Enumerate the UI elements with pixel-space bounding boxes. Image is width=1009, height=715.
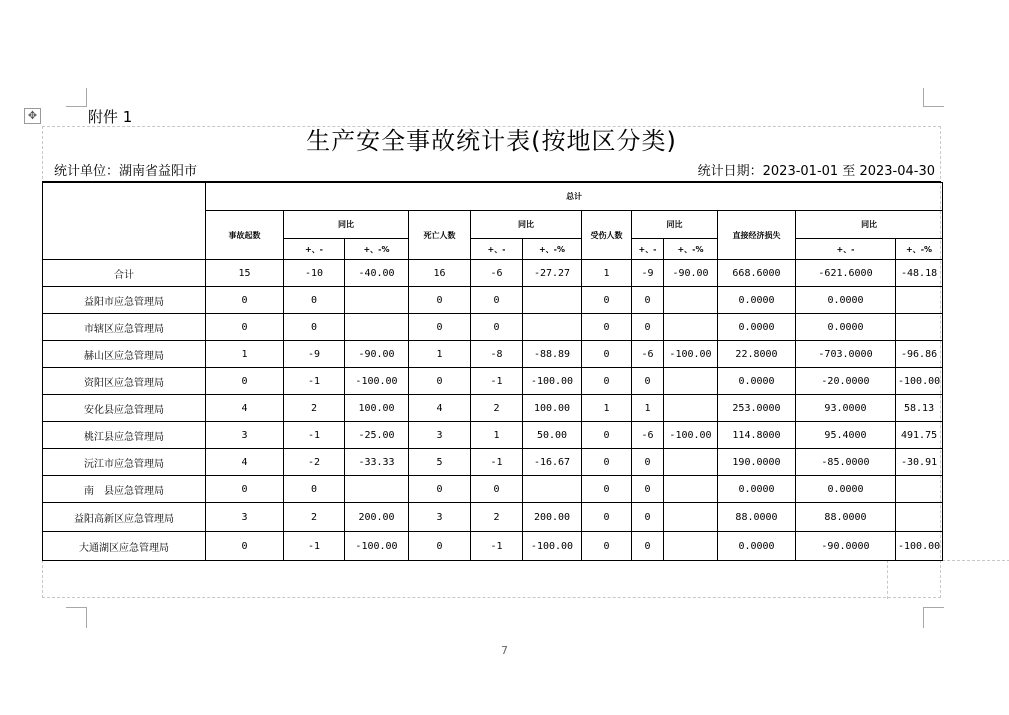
injured-pct-cell [664,449,718,476]
accidents-pct-cell: -40.00 [345,260,409,287]
injured-cell: 0 [582,503,632,532]
attachment-label: 附件 1 [88,108,133,126]
injured-diff-cell: 0 [632,532,664,561]
region-name-cell: 赫山区应急管理局 [43,341,206,368]
region-name-cell: 沅江市应急管理局 [43,449,206,476]
injured-cell: 0 [582,368,632,395]
header-corner-cell [43,183,206,260]
deaths-cell: 1 [409,341,471,368]
region-name-cell: 资阳区应急管理局 [43,368,206,395]
accidents-pct-cell [345,476,409,503]
loss-cell: 0.0000 [718,314,796,341]
header-yoy-deaths: 同比 [471,211,582,239]
injured-diff-cell: 1 [632,395,664,422]
deaths-cell: 0 [409,476,471,503]
loss-diff-cell: -621.6000 [796,260,896,287]
header-diff: +、- [471,239,523,260]
accidents-diff-cell: -10 [284,260,345,287]
accidents-cell: 3 [206,422,284,449]
loss-pct-cell [896,503,943,532]
table-move-handle-icon[interactable]: ✥ [24,108,41,124]
deaths-pct-cell [523,287,582,314]
loss-pct-cell [896,287,943,314]
accidents-pct-cell: -90.00 [345,341,409,368]
injured-cell: 0 [582,476,632,503]
accidents-diff-cell: 0 [284,314,345,341]
accidents-diff-cell: -9 [284,341,345,368]
deaths-pct-cell [523,314,582,341]
deaths-cell: 5 [409,449,471,476]
loss-diff-cell: -703.0000 [796,341,896,368]
deaths-diff-cell: 0 [471,287,523,314]
deaths-pct-cell: 100.00 [523,395,582,422]
injured-cell: 1 [582,260,632,287]
header-injured: 受伤人数 [582,211,632,260]
loss-pct-cell: -100.00 [896,368,943,395]
region-name-cell: 市辖区应急管理局 [43,314,206,341]
header-yoy-loss: 同比 [796,211,943,239]
header-pct: +、-% [345,239,409,260]
accidents-diff-cell: 2 [284,503,345,532]
accidents-cell: 4 [206,449,284,476]
accidents-diff-cell: 0 [284,476,345,503]
injured-diff-cell: -9 [632,260,664,287]
injured-cell: 0 [582,341,632,368]
accidents-cell: 15 [206,260,284,287]
accidents-pct-cell [345,287,409,314]
header-total: 总计 [206,183,943,211]
table-row [43,422,943,449]
header-pct: +、-% [523,239,582,260]
deaths-diff-cell: -1 [471,368,523,395]
injured-pct-cell [664,503,718,532]
accidents-pct-cell: -33.33 [345,449,409,476]
accidents-pct-cell: -100.00 [345,368,409,395]
table-row [43,532,943,561]
deaths-cell: 0 [409,314,471,341]
table-row [43,314,943,341]
accidents-cell: 0 [206,476,284,503]
injured-pct-cell [664,476,718,503]
region-name-cell: 益阳高新区应急管理局 [43,503,206,532]
deaths-pct-cell: -100.00 [523,368,582,395]
table-row [43,260,943,287]
deaths-cell: 0 [409,532,471,561]
crop-mark-bottom-left [66,607,87,628]
deaths-cell: 3 [409,422,471,449]
loss-pct-cell: -48.18 [896,260,943,287]
loss-pct-cell: 491.75 [896,422,943,449]
accidents-pct-cell: -100.00 [345,532,409,561]
loss-diff-cell: 0.0000 [796,476,896,503]
injured-pct-cell [664,532,718,561]
deaths-diff-cell: 0 [471,314,523,341]
region-name-cell: 安化县应急管理局 [43,395,206,422]
loss-cell: 0.0000 [718,287,796,314]
table-row [43,368,943,395]
table-row [43,287,943,314]
injured-pct-cell: -90.00 [664,260,718,287]
deaths-diff-cell: -8 [471,341,523,368]
injured-cell: 0 [582,314,632,341]
accidents-diff-cell: 2 [284,395,345,422]
deaths-diff-cell: 2 [471,395,523,422]
deaths-diff-cell: 1 [471,422,523,449]
loss-cell: 0.0000 [718,476,796,503]
loss-pct-cell: -96.86 [896,341,943,368]
loss-cell: 22.8000 [718,341,796,368]
loss-pct-cell: -100.00 [896,532,943,561]
accidents-cell: 0 [206,287,284,314]
header-accidents: 事故起数 [206,211,284,260]
crop-mark-bottom-right [923,607,944,628]
deaths-pct-cell: -16.67 [523,449,582,476]
region-name-cell: 益阳市应急管理局 [43,287,206,314]
injured-pct-cell [664,287,718,314]
accident-statistics-table [42,182,943,561]
accidents-diff-cell: -2 [284,449,345,476]
deaths-diff-cell: -1 [471,532,523,561]
header-loss: 直接经济损失 [718,211,796,260]
loss-diff-cell: 93.0000 [796,395,896,422]
header-deaths: 死亡人数 [409,211,471,260]
loss-pct-cell: 58.13 [896,395,943,422]
loss-cell: 0.0000 [718,368,796,395]
deaths-cell: 0 [409,287,471,314]
loss-diff-cell: 0.0000 [796,314,896,341]
accidents-pct-cell: 200.00 [345,503,409,532]
deaths-pct-cell: 50.00 [523,422,582,449]
loss-diff-cell: 95.4000 [796,422,896,449]
loss-cell: 88.0000 [718,503,796,532]
accidents-diff-cell: -1 [284,368,345,395]
injured-pct-cell: -100.00 [664,422,718,449]
accidents-cell: 3 [206,503,284,532]
accidents-cell: 0 [206,532,284,561]
accidents-cell: 0 [206,368,284,395]
injured-diff-cell: 0 [632,476,664,503]
deaths-pct-cell: -88.89 [523,341,582,368]
loss-cell: 114.8000 [718,422,796,449]
injured-pct-cell: -100.00 [664,341,718,368]
injured-cell: 0 [582,287,632,314]
loss-diff-cell: -90.0000 [796,532,896,561]
table-row [43,476,943,503]
injured-pct-cell [664,395,718,422]
injured-pct-cell [664,368,718,395]
deaths-diff-cell: 0 [471,476,523,503]
injured-cell: 1 [582,395,632,422]
loss-diff-cell: -20.0000 [796,368,896,395]
injured-cell: 0 [582,422,632,449]
loss-pct-cell [896,476,943,503]
loss-cell: 190.0000 [718,449,796,476]
deaths-diff-cell: 2 [471,503,523,532]
table-row [43,503,943,532]
accidents-diff-cell: 0 [284,287,345,314]
injured-diff-cell: -6 [632,422,664,449]
header-yoy-injured: 同比 [632,211,718,239]
crop-mark-top-left [66,88,87,107]
injured-diff-cell: 0 [632,368,664,395]
table-row [43,449,943,476]
region-name-cell: 南 县应急管理局 [43,476,206,503]
table-row [43,341,943,368]
deaths-cell: 3 [409,503,471,532]
injured-diff-cell: 0 [632,287,664,314]
injured-cell: 0 [582,449,632,476]
loss-pct-cell: -30.91 [896,449,943,476]
crop-mark-top-right [923,88,944,107]
loss-diff-cell: -85.0000 [796,449,896,476]
loss-cell: 0.0000 [718,532,796,561]
accidents-pct-cell: 100.00 [345,395,409,422]
accidents-diff-cell: -1 [284,422,345,449]
accidents-cell: 4 [206,395,284,422]
loss-pct-cell [896,314,943,341]
region-name-cell: 桃江县应急管理局 [43,422,206,449]
table-row [43,395,943,422]
loss-cell: 668.6000 [718,260,796,287]
accidents-pct-cell [345,314,409,341]
header-pct: +、-% [896,239,943,260]
header-yoy-accidents: 同比 [284,211,409,239]
deaths-pct-cell: -27.27 [523,260,582,287]
loss-diff-cell: 0.0000 [796,287,896,314]
injured-diff-cell: 0 [632,503,664,532]
page-title: 生产安全事故统计表(按地区分类) [306,127,677,155]
loss-cell: 253.0000 [718,395,796,422]
injured-diff-cell: 0 [632,449,664,476]
deaths-cell: 0 [409,368,471,395]
accidents-cell: 0 [206,314,284,341]
deaths-diff-cell: -1 [471,449,523,476]
injured-pct-cell [664,314,718,341]
statistics-unit: 统计单位：湖南省益阳市 [54,164,198,179]
accidents-diff-cell: -1 [284,532,345,561]
region-name-cell: 合计 [43,260,206,287]
region-name-cell: 大通湖区应急管理局 [43,532,206,561]
injured-diff-cell: -6 [632,341,664,368]
header-diff: +、- [632,239,664,260]
deaths-pct-cell: 200.00 [523,503,582,532]
header-pct: +、-% [664,239,718,260]
injured-diff-cell: 0 [632,314,664,341]
table-frame-extension [887,560,1009,599]
deaths-diff-cell: -6 [471,260,523,287]
page-number: 7 [501,644,508,657]
accidents-pct-cell: -25.00 [345,422,409,449]
deaths-pct-cell: -100.00 [523,532,582,561]
accidents-cell: 1 [206,341,284,368]
deaths-cell: 4 [409,395,471,422]
loss-diff-cell: 88.0000 [796,503,896,532]
deaths-cell: 16 [409,260,471,287]
statistics-date: 统计日期：2023-01-01 至 2023-04-30 [697,164,935,179]
header-diff: +、- [284,239,345,260]
deaths-pct-cell [523,476,582,503]
injured-cell: 0 [582,532,632,561]
header-diff: +、- [796,239,896,260]
